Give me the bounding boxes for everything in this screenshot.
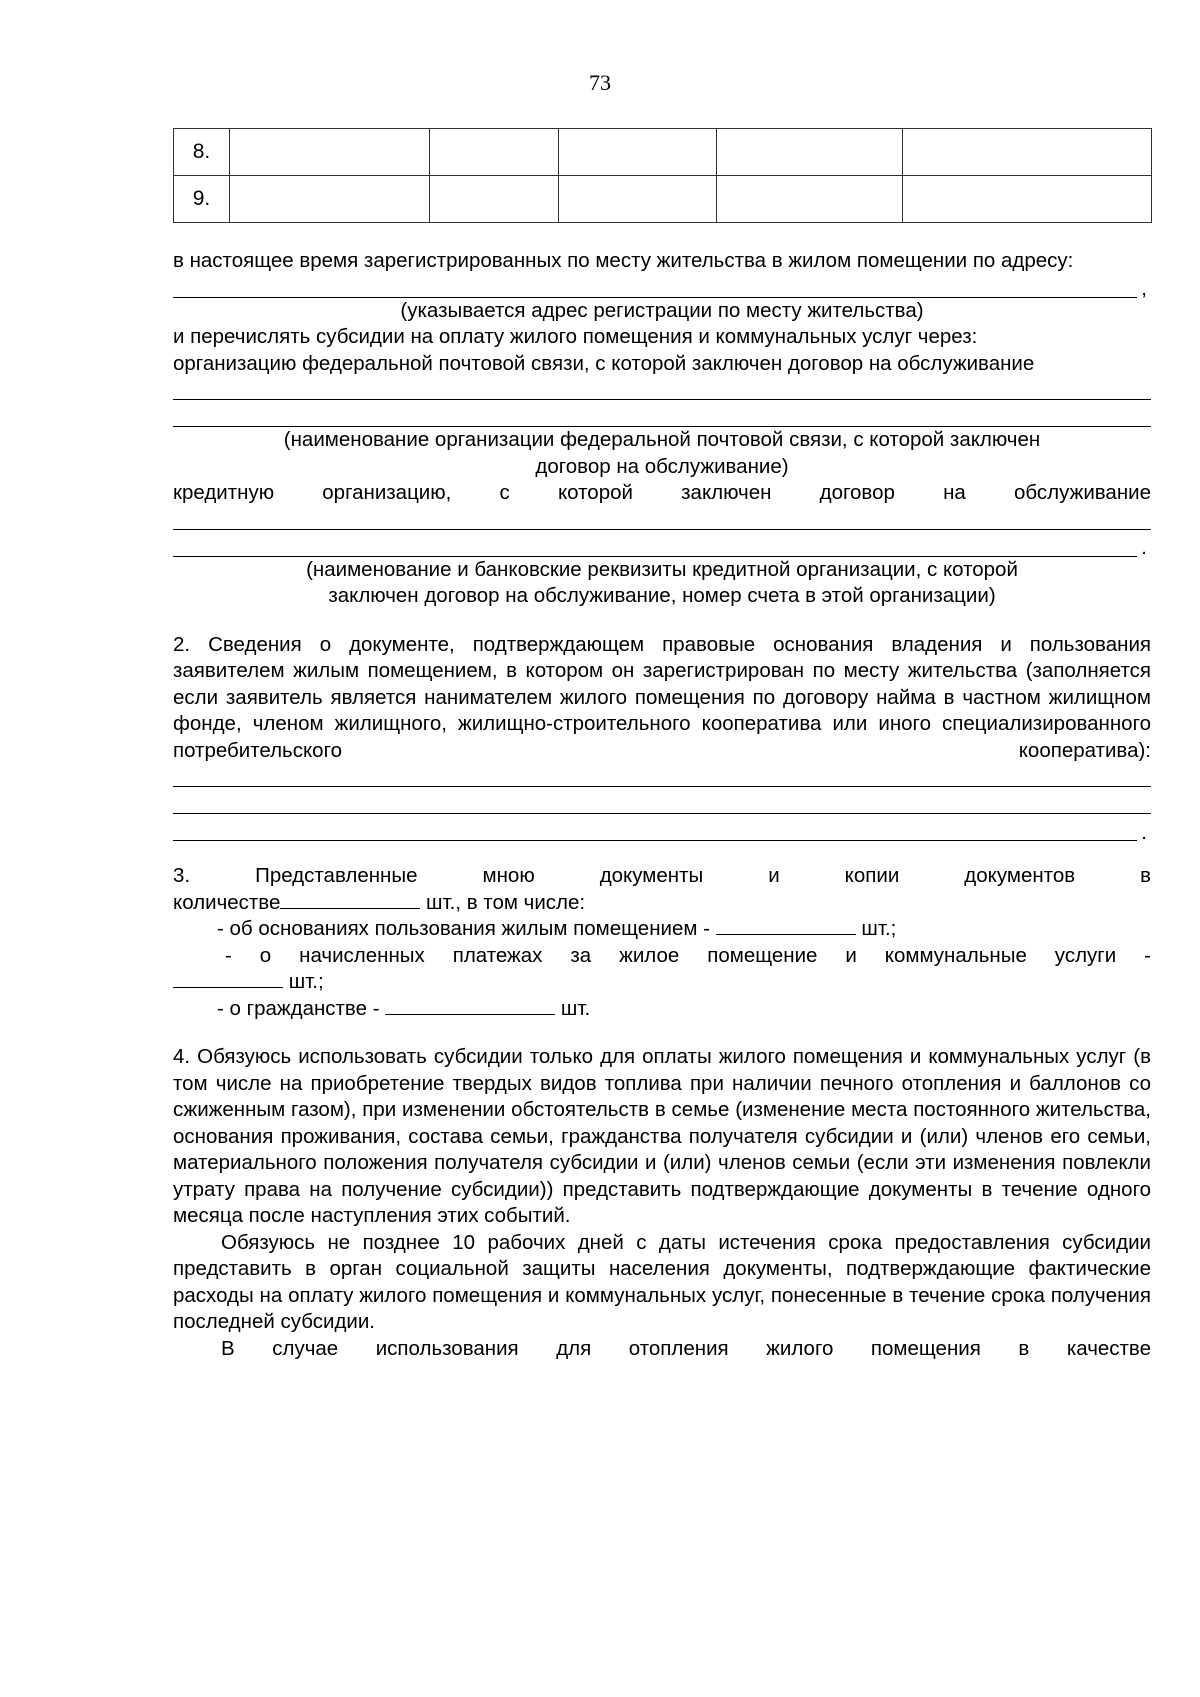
- section-3-count: [173, 890, 1151, 917]
- section-3-item-2: - о начисленных платежах за жилое помещение и коммунальные услуги -: [225, 943, 1151, 967]
- table-cell[interactable]: [230, 176, 430, 223]
- post-organization-line-2[interactable]: [173, 404, 1151, 427]
- section-4-paragraph-1: 4. Обязуюсь использовать субсидии только для оплаты жилого помещения и коммунальных услуг (в том числе на приобретение твердых видов топлива при наличии печного отопления и баллонов со сжиженным газом), при изменении обстоятельств в семье (изменение места постоянного жительства, основания проживания, состава семьи, гражданства получателя субсидии и (или) членов его семьи, материального положения получателя субсидии и (или) членов семьи (если эти изменения повлекли утрату права на получение субсидии)) представить подтверждающие документы в течение одного месяца после наступления этих событий.: [173, 1045, 1151, 1227]
- table-cell[interactable]: [559, 129, 717, 176]
- item-3-label: - о гражданстве -: [217, 996, 386, 1020]
- section-2-line-1[interactable]: [173, 764, 1151, 787]
- credit-caption-1: (наименование и банковские реквизиты кредитной организации, с которой: [306, 557, 1018, 581]
- item-2-suffix: шт.;: [283, 970, 324, 993]
- table-row: [174, 176, 1152, 223]
- table-cell[interactable]: [903, 176, 1152, 223]
- count-label: количестве: [173, 890, 281, 914]
- table-cell[interactable]: [903, 129, 1152, 176]
- post-organization-line-1[interactable]: [173, 377, 1151, 400]
- item-1-suffix: шт.;: [855, 917, 897, 940]
- section-4-paragraph-2: Обязуюсь не позднее 10 рабочих дней с даты истечения срока предоставления субсидии представить в орган социальной защиты населения документы, подтверждающие фактические расходы на оплату жилого помещения и коммунальных услуг, понесенные в течение срока получения последней субсидии.: [173, 1230, 1151, 1333]
- section-4-paragraph-3: В случае использования для отопления жилого помещения в качестве: [221, 1336, 1151, 1360]
- row-number: 8.: [174, 129, 230, 176]
- table-cell[interactable]: [559, 176, 717, 223]
- item-3-suffix: шт.: [555, 996, 591, 1020]
- continuation-table: [173, 128, 1152, 223]
- table-cell[interactable]: [717, 176, 903, 223]
- page-number: 73: [589, 70, 611, 95]
- credit-caption-2: заключен договор на обслуживание, номер счета в этой организации): [328, 584, 996, 607]
- post-caption-2: договор на обслуживание): [535, 454, 789, 478]
- section-2-period: .: [1141, 820, 1147, 844]
- section-3-item-3: [173, 996, 1151, 1023]
- credit-organization-paragraph: кредитную организацию, с которой заключен договор на обслуживание: [173, 481, 1151, 504]
- table-cell[interactable]: [430, 129, 559, 176]
- table-row: [174, 129, 1152, 176]
- count-suffix: шт., в том числе:: [420, 890, 586, 914]
- section-3-item-1: [173, 916, 1151, 943]
- item-2-blank[interactable]: [173, 969, 283, 988]
- item-1-label: - об основаниях пользования жилым помещением -: [217, 917, 716, 940]
- section-3-heading: 3. Представленные мною документы и копии документов в: [173, 864, 1151, 887]
- credit-organization-line-2[interactable]: [173, 534, 1147, 559]
- table-cell[interactable]: [717, 129, 903, 176]
- section-2-line-2[interactable]: [173, 791, 1151, 814]
- section-3-item-2-count: [173, 969, 1151, 996]
- credit-line-period: .: [1141, 536, 1147, 559]
- count-blank[interactable]: [280, 890, 420, 909]
- document-body: [173, 248, 1151, 1362]
- credit-organization-line-1[interactable]: [173, 507, 1151, 530]
- address-line[interactable]: [173, 275, 1147, 300]
- address-line-comma: ,: [1141, 277, 1147, 300]
- row-number: 9.: [174, 176, 230, 223]
- section-2-paragraph: 2. Сведения о документе, подтверждающем правовые основания владения и пользования заявителем жилым помещением, в котором он зарегистрирован по месту жительства (заполняется если заявитель является нанимателем жилого помещения по договору найма в частном жилищном фонде, членом жилищного, жилищно-строительного кооператива или иного специализированного потребительского кооператива):: [173, 632, 1151, 762]
- post-organization-paragraph: организацию федеральной почтовой связи, с которой заключен договор на обслуживание: [173, 351, 1035, 375]
- address-caption: (указывается адрес регистрации по месту жительства): [400, 298, 924, 322]
- table-cell[interactable]: [430, 176, 559, 223]
- transfer-paragraph: и перечислять субсидии на оплату жилого помещения и коммунальных услуг через:: [173, 325, 978, 348]
- registered-paragraph: в настоящее время зарегистрированных по месту жительства в жилом помещении по адресу:: [173, 249, 1074, 272]
- item-1-blank[interactable]: [716, 916, 856, 935]
- item-3-blank[interactable]: [385, 996, 555, 1015]
- post-caption-1: (наименование организации федеральной почтовой связи, с которой заключен: [283, 428, 1041, 451]
- table-cell[interactable]: [230, 129, 430, 176]
- section-2-line-3[interactable]: [173, 818, 1147, 844]
